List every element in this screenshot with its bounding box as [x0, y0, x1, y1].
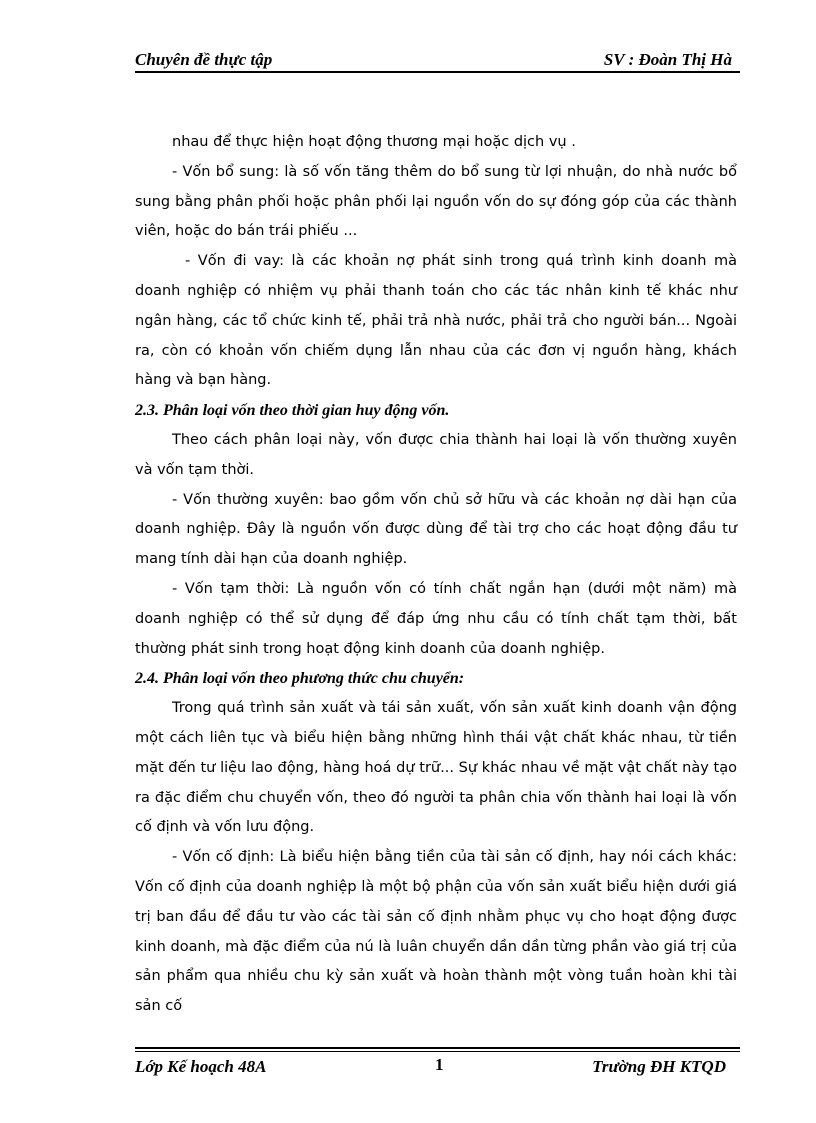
paragraph: - Vốn tạm thời: Là nguồn vốn có tính chất ngắn hạn (dưới một năm) mà doanh nghiệp có thể sử dụng để đáp ứng nhu cầu có tính chất tạm thời, bất thường phát sinh trong hoạt động kinh doanh của doanh nghiệp. [135, 580, 737, 657]
footer-rule [135, 1047, 740, 1049]
header-rule [135, 71, 740, 73]
section-heading: 2.3. Phân loại vốn theo thời gian huy động vốn. [135, 402, 450, 420]
document-body [135, 128, 737, 1022]
page-footer [135, 1047, 740, 1087]
footer-class: Lớp Kế hoạch 48A [135, 1057, 267, 1076]
footer-rule-thin [135, 1051, 740, 1052]
page-number: 1 [435, 1055, 444, 1074]
footer-school: Trường ĐH KTQD [592, 1057, 726, 1076]
paragraph: nhau để thực hiện hoạt động thương mại hoặc dịch vụ . [172, 134, 576, 150]
page-header [135, 46, 740, 72]
header-author: SV : Đoàn Thị Hà [603, 50, 732, 69]
paragraph: - Vốn cố định: Là biểu hiện bằng tiền của tài sản cố định, hay nói cách khác: Vốn cố định của doanh nghiệp là một bộ phận của vốn sản xuất biểu hiện dưới giá trị ban đầu để đầu tư vào các tài sản cố định nhằm phục vụ cho hoạt động được kinh doanh, mà đặc điểm của nú là luân chuyển dần dần từng phần vào giá trị của sản phẩm qua nhiều chu kỳ sản xuất và hoàn thành một vòng tuần hoàn khi tài sản cố [135, 849, 737, 1015]
paragraph: Theo cách phân loại này, vốn được chia thành hai loại là vốn thường xuyên và vốn tạm thời. [135, 431, 737, 478]
paragraph: - Vốn thường xuyên: bao gồm vốn chủ sở hữu và các khoản nợ dài hạn của doanh nghiệp. Đây là nguồn vốn được dùng để tài trợ cho các hoạt động đầu tư mang tính dài hạn của doanh nghiệp. [135, 491, 737, 568]
paragraph: - Vốn bổ sung: là số vốn tăng thêm do bổ sung từ lợi nhuận, do nhà nước bổ sung bằng phân phối hoặc phân phối lại nguồn vốn do sự đóng góp của các thành viên, hoặc do bán trái phiếu ... [135, 163, 737, 240]
paragraph: Trong quá trình sản xuất và tái sản xuất, vốn sản xuất kinh doanh vận động một cách liên tục và biểu hiện bằng những hình thái vật chất khác nhau, từ tiền mặt đến tư liệu lao động, hàng hoá dự trữ... Sự khác nhau về mặt vật chất này tạo ra đặc điểm chu chuyển vốn, theo đó người ta phân chia vốn thành hai loại là vốn cố định và vốn lưu động. [135, 700, 737, 836]
section-heading: 2.4. Phân loại vốn theo phương thức chu chuyển: [135, 670, 465, 688]
header-title: Chuyên đề thực tập [135, 50, 273, 69]
paragraph: - Vốn đi vay: là các khoản nợ phát sinh trong quá trình kinh doanh mà doanh nghiệp có nhiệm vụ phải thanh toán cho các tác nhân kinh tế khác như ngân hàng, các tổ chức kinh tế, phải trả nhà nước, phải trả cho người bán... Ngoài ra, còn có khoản vốn chiếm dụng lẫn nhau của các đơn vị nguồn hàng, khách hàng và bạn hàng. [135, 253, 737, 389]
